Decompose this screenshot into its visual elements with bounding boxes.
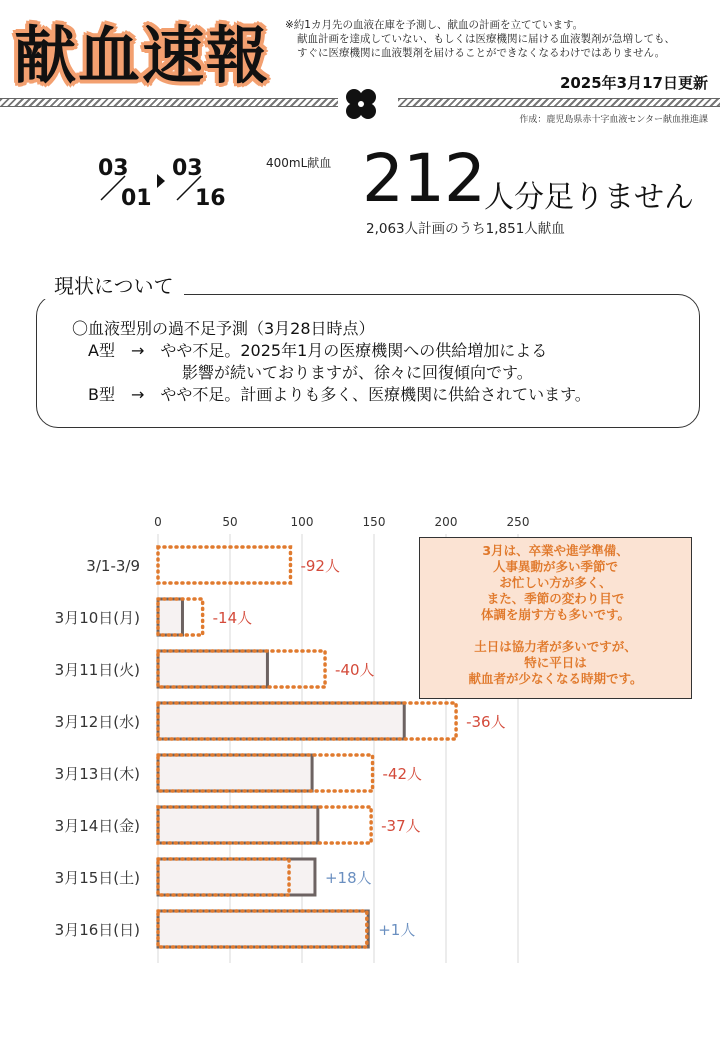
actual-bar <box>158 911 368 947</box>
plan-bar <box>158 547 290 583</box>
callout-line: 3月は、卒業や進学準備、 <box>482 543 629 558</box>
x-tick-label: 100 <box>290 515 314 529</box>
category-label: 3月13日(木) <box>54 765 140 783</box>
callout-line: 人事異動が多い季節で <box>492 559 618 574</box>
author-credit: 作成：鹿児島県赤十字血液センター献血推進課 <box>519 115 708 125</box>
start-month: 03 <box>98 156 129 181</box>
hatch-divider-left <box>0 98 338 107</box>
report-title: 献血速報 <box>14 19 271 92</box>
callout-line: 体調を崩す方も多いです。 <box>480 607 630 622</box>
note-line: ※約1カ月先の血液在庫を予測し、献血の計画を立てています。 <box>285 19 584 31</box>
x-tick-label: 50 <box>222 515 238 529</box>
status-line: B型 → やや不足。計画よりも多く、医療機関に供給されています。 <box>88 385 591 404</box>
x-tick-label: 200 <box>434 515 458 529</box>
x-tick-label: 150 <box>362 515 386 529</box>
actual-bar <box>158 651 267 687</box>
header-notes <box>285 18 717 60</box>
category-label: 3月10日(月) <box>54 609 140 627</box>
actual-bar <box>158 859 315 895</box>
date-range <box>95 152 235 214</box>
season-callout <box>419 537 692 699</box>
shortage-unit: 人分足りません <box>484 180 694 215</box>
category-label: 3月16日(日) <box>54 921 140 939</box>
diff-label: -40人 <box>335 661 375 679</box>
status-line: A型 → やや不足。2025年1月の医療機関への供給増加による <box>88 341 548 360</box>
actual-bar <box>158 755 312 791</box>
diff-label: -42人 <box>382 765 423 783</box>
status-line: 〇血液型別の過不足予測（3月28日時点） <box>72 319 375 338</box>
note-line: すぐに医療機関に血液製剤を届けることができなくなるわけではありません。 <box>297 47 666 59</box>
diff-label: -14人 <box>212 609 253 627</box>
status-line: 影響が続いておりますが、徐々に回復傾向です。 <box>182 363 533 382</box>
diff-label: +1人 <box>378 921 416 939</box>
callout-line: 献血者が少なくなる時期です。 <box>468 671 643 686</box>
diff-label: -36人 <box>466 713 506 731</box>
category-label: 3月12日(水) <box>54 713 140 731</box>
hatch-divider-right <box>398 98 720 107</box>
actual-bar <box>158 807 318 843</box>
shortage-number: 212 <box>362 140 485 217</box>
status-title: 現状について <box>44 270 184 299</box>
callout-line: また、季節の変わり目で <box>486 591 625 606</box>
callout-line: お忙しい方が多く、 <box>499 575 612 590</box>
updated-date: 2025年3月17日更新 <box>559 74 708 92</box>
actual-bar <box>158 703 404 739</box>
category-label: 3月11日(火) <box>54 661 140 679</box>
donation-kind: 400mL献血 <box>266 156 332 170</box>
x-tick-label: 0 <box>154 515 162 529</box>
x-tick-label: 250 <box>506 515 530 529</box>
callout-spacer <box>420 623 691 639</box>
category-label: 3月15日(土) <box>54 869 140 887</box>
diff-label: -37人 <box>381 817 421 835</box>
callout-line: 土日は協力者が多いですが、 <box>474 639 637 654</box>
start-day: 01 <box>121 186 152 211</box>
note-line: 献血計画を達成していない、もしくは医療機関に届ける血液製剤が急増しても、 <box>297 33 675 45</box>
diff-label: -92人 <box>300 557 340 575</box>
status-body <box>72 318 591 406</box>
end-month: 03 <box>172 156 203 181</box>
diff-label: +18人 <box>324 869 372 887</box>
arrow-right-icon <box>157 174 165 188</box>
clover-icon <box>343 86 379 122</box>
actual-bar <box>158 599 182 635</box>
category-label: 3月14日(金) <box>54 817 140 835</box>
plan-detail: 2,063人計画のうち1,851人献血 <box>366 221 565 237</box>
category-label: 3/1-3/9 <box>86 557 140 575</box>
end-day: 16 <box>195 186 226 211</box>
callout-line: 特に平日は <box>524 655 587 670</box>
